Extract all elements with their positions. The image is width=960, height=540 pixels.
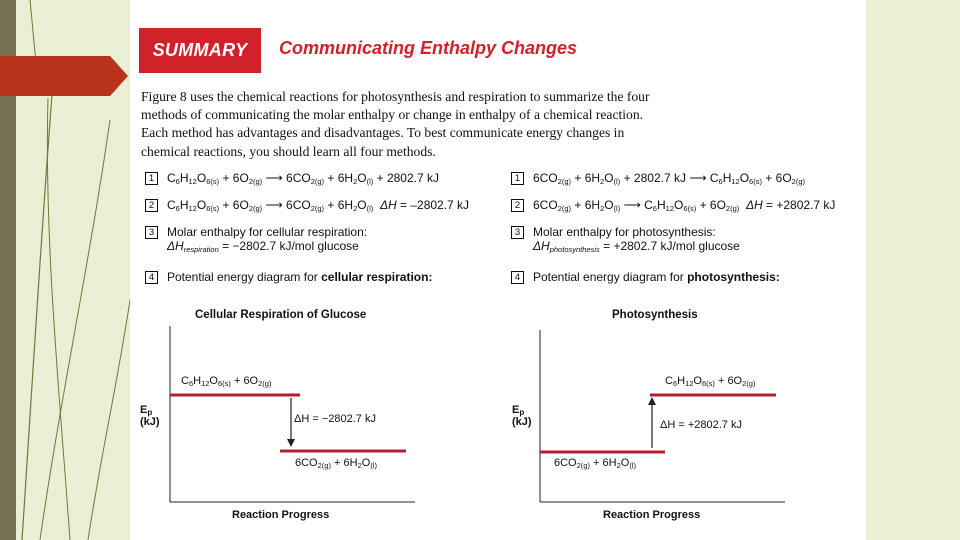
method-number: 2 (511, 199, 524, 212)
method-4-text: Potential energy diagram for (533, 270, 688, 284)
left-method-3: 3 Molar enthalpy for cellular respiration: $\Delta H_{respiration} = -2802.7$ kJ/mol glucose (145, 225, 367, 253)
slide-content (130, 0, 866, 540)
right-arrow-icon: ⟶ (689, 171, 707, 185)
resp-diagram (160, 326, 420, 510)
method-number: 1 (145, 172, 158, 185)
resp-chart-title: Cellular Respiration of Glucose (195, 309, 367, 321)
photo-reactant-label: $6CO_{2(g)} + 6H_2O_{(l)}$ (554, 457, 636, 470)
photo-delta-h-label: ΔH = +2802.7 kJ (660, 419, 742, 431)
method-4-bold: cellular respiration: (321, 270, 433, 284)
photo-product-label: $C_6H_{12}O_{6(s)} + 6O_{2(g)}$ (665, 375, 756, 388)
method-number: 3 (145, 226, 158, 239)
photo-diagram (530, 326, 790, 510)
delta-h-value: –2802.7 kJ (410, 198, 470, 212)
resp-product-label: $6CO_{2(g)} + 6H_2O_{(l)}$ (295, 457, 377, 470)
energy-term: + 2802.7 kJ (376, 171, 439, 185)
energy-term: + 2802.7 kJ (623, 171, 686, 185)
resp-x-axis-label: Reaction Progress (232, 509, 330, 521)
left-method-2: 2 $C_6H_{12}O_{6(s)} + 6O_{2(g)}$ ⟶ $6CO_{2(g)} + 6H_2O_{(l)}$ ΔH = –2802.7 kJ (145, 198, 469, 212)
left-method-1: 1 $C_6H_{12}O_{6(s)} + 6O_{2(g)}$ ⟶ $6CO_{2(g)} + 6H_2O_{(l)} + 2802.7$ kJ (145, 171, 439, 185)
red-arrow-shape (0, 56, 128, 96)
method-number: 4 (145, 271, 158, 284)
method-number: 3 (511, 226, 524, 239)
delta-h-value: +2802.7 kJ (776, 198, 836, 212)
down-arrow-icon (287, 439, 295, 447)
right-method-4 (511, 270, 780, 284)
photo-chart-title: Photosynthesis (612, 309, 698, 321)
molar-enthalpy-value: = −2802.7 kJ/mol glucose (218, 239, 359, 253)
right-arrow-icon: ⟶ (623, 198, 641, 212)
right-method-2: 2 $6CO_{2(g)} + 6H_2O_{(l)}$ ⟶ $C_6H_{12}O_{6(s)} + 6O_{2(g)}$ ΔH = +2802.7 kJ (511, 198, 835, 212)
method-3-text: Molar enthalpy for photosynthesis: (533, 225, 716, 239)
molar-enthalpy-value: = +2802.7 kJ/mol glucose (599, 239, 740, 253)
method-number: 2 (145, 199, 158, 212)
right-arrow-icon: ⟶ (265, 171, 283, 185)
method-3-text: Molar enthalpy for cellular respiration: (167, 225, 368, 239)
summary-title: Communicating Enthalpy Changes (279, 38, 578, 58)
photo-y-axis-label: $E_p$ (kJ) (512, 404, 532, 428)
right-method-1: 1 $6CO_{2(g)} + 6H_2O_{(l)} + 2802.7$ kJ ⟶ $C_6H_{12}O_{6(s)} + 6O_{2(g)}$ (511, 171, 805, 185)
right-method-3: 3 Molar enthalpy for photosynthesis: $\Delta H_{photosynthesis} = +2802.7$ kJ/mol glucose (511, 225, 740, 253)
resp-y-axis-label: $E_p$ (kJ) (140, 404, 160, 428)
method-4-text: Potential energy diagram for (167, 270, 322, 284)
left-method-4 (145, 270, 432, 284)
method-4-bold: photosynthesis: (687, 270, 780, 284)
right-arrow-icon: ⟶ (265, 198, 283, 212)
photo-x-axis-label: Reaction Progress (603, 509, 701, 521)
summary-label: SUMMARY (139, 28, 261, 73)
method-number: 1 (511, 172, 524, 185)
resp-reactant-label: $C_6H_{12}O_{6(s)} + 6O_{2(g)}$ (181, 375, 272, 388)
summary-paragraph: Figure 8 uses the chemical reactions for photosynthesis and respiration to summarize the four methods of communicating the molar enthalpy or change in enthalpy of a chemical reaction. Each method has advantages and disadvantages. To best communicate energy changes in chemical reactions, you should learn all four methods. (141, 89, 650, 159)
resp-delta-h-label: ΔH = −2802.7 kJ (294, 413, 376, 425)
method-number: 4 (511, 271, 524, 284)
up-arrow-icon (648, 397, 656, 405)
